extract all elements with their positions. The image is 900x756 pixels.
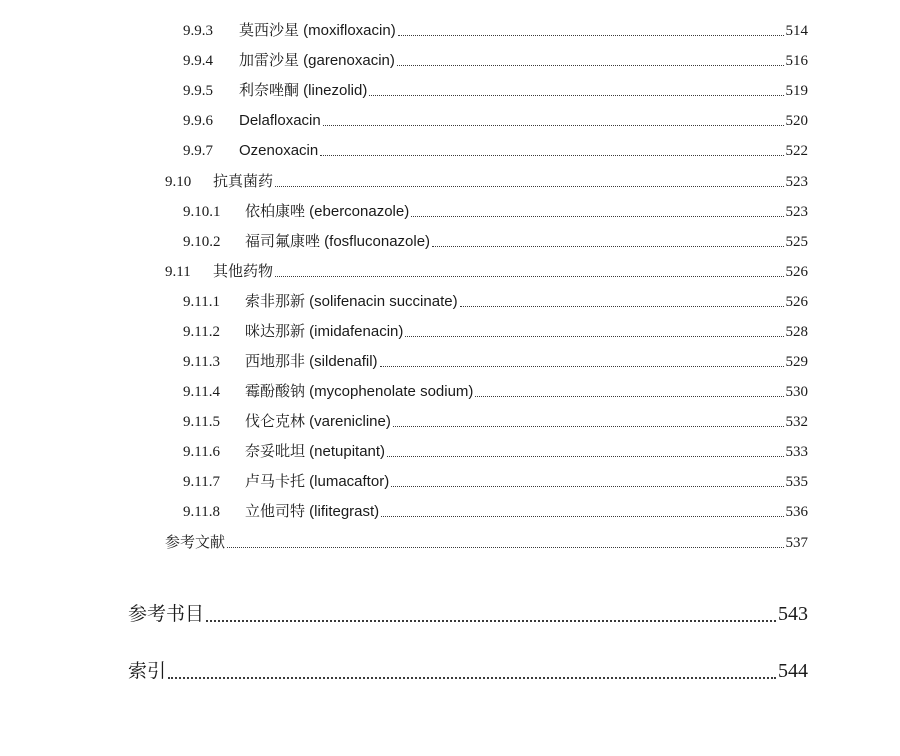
toc-entry[interactable]	[183, 502, 808, 522]
section-title: Ozenoxacin	[239, 142, 319, 159]
section-number: 9.9.4	[183, 53, 213, 69]
dot-leader	[381, 516, 783, 517]
toc-entry[interactable]	[183, 202, 808, 222]
section-title: 索非那新 (solifenacin succinate)	[245, 293, 458, 310]
toc-entry[interactable]	[183, 472, 808, 492]
page-number: 543	[778, 603, 808, 625]
page-number: 529	[785, 354, 808, 370]
page-number: 520	[785, 113, 808, 129]
section-number: 9.9.6	[183, 113, 213, 129]
section-number: 9.9.7	[183, 143, 213, 159]
page-number: 533	[785, 444, 808, 460]
dot-leader	[320, 155, 783, 156]
dot-leader	[323, 125, 784, 126]
section-title: Delafloxacin	[239, 112, 321, 129]
section-number: 9.11	[165, 264, 191, 280]
page-number: 526	[785, 294, 808, 310]
section-title: 伐仑克林 (varenicline)	[245, 413, 391, 430]
dot-leader	[275, 186, 783, 187]
dot-leader	[397, 65, 784, 66]
section-number: 9.9.5	[183, 83, 213, 99]
toc-entry[interactable]	[183, 412, 808, 432]
page-number: 525	[785, 234, 808, 250]
page-number: 532	[785, 414, 808, 430]
page-number: 519	[785, 83, 808, 99]
page-number: 522	[785, 143, 808, 159]
toc-entry[interactable]	[183, 322, 808, 342]
toc-entry[interactable]	[165, 262, 808, 282]
page-number: 514	[785, 23, 808, 39]
section-number: 9.11.1	[183, 294, 220, 310]
section-title: 奈妥吡坦 (netupitant)	[245, 443, 386, 460]
toc-entry[interactable]	[183, 81, 808, 101]
page-number: 536	[785, 504, 808, 520]
section-title: 利奈唑酮 (linezolid)	[239, 82, 368, 99]
section-title: 立他司特 (lifitegrast)	[245, 503, 380, 520]
section-number: 9.11.8	[183, 504, 220, 520]
page-number: 537	[785, 535, 808, 551]
toc-major-entry[interactable]	[128, 600, 808, 628]
page-number: 528	[785, 324, 808, 340]
section-number: 9.10.1	[183, 204, 221, 220]
section-title: 霉酚酸钠 (mycophenolate sodium)	[245, 383, 474, 400]
dot-leader	[387, 456, 783, 457]
section-title: 咪达那新 (imidafenacin)	[245, 323, 404, 340]
dot-leader	[393, 426, 784, 427]
section-number: 9.9.3	[183, 23, 213, 39]
chapter-title: 索引	[128, 660, 167, 682]
toc-entry[interactable]	[183, 21, 808, 41]
dot-leader	[391, 486, 783, 487]
toc-entry[interactable]	[183, 442, 808, 462]
toc-entry[interactable]	[165, 533, 808, 553]
toc-entry[interactable]	[183, 292, 808, 312]
section-number: 9.10	[165, 174, 192, 190]
dot-leader	[411, 216, 783, 217]
toc-entry[interactable]	[183, 111, 808, 131]
section-title: 抗真菌药	[213, 173, 274, 190]
page-number: 523	[785, 204, 808, 220]
dot-leader	[380, 366, 784, 367]
dot-leader	[206, 620, 776, 622]
section-number: 9.11.4	[183, 384, 220, 400]
dot-leader	[168, 677, 776, 679]
dot-leader	[405, 336, 783, 337]
section-title: 参考文献	[165, 534, 226, 551]
section-title: 莫西沙星 (moxifloxacin)	[239, 22, 396, 39]
toc-entry[interactable]	[183, 352, 808, 372]
toc-entry[interactable]	[183, 232, 808, 252]
chapter-title: 参考书目	[128, 603, 205, 625]
toc-entry[interactable]	[183, 141, 808, 161]
page-number: 526	[785, 264, 808, 280]
dot-leader	[275, 276, 783, 277]
dot-leader	[369, 95, 783, 96]
section-number: 9.11.2	[183, 324, 220, 340]
section-title: 加雷沙星 (garenoxacin)	[239, 52, 395, 69]
dot-leader	[460, 306, 784, 307]
page-number: 535	[785, 474, 808, 490]
section-title: 卢马卡托 (lumacaftor)	[245, 473, 390, 490]
section-title: 其他药物	[213, 263, 274, 280]
section-title: 依柏康唑 (eberconazole)	[245, 203, 410, 220]
section-number: 9.11.5	[183, 414, 220, 430]
page-number: 530	[785, 384, 808, 400]
section-number: 9.11.3	[183, 354, 220, 370]
toc-major-entry[interactable]	[128, 657, 808, 685]
section-title: 西地那非 (sildenafil)	[245, 353, 378, 370]
dot-leader	[227, 547, 783, 548]
toc-entry[interactable]	[183, 51, 808, 71]
dot-leader	[475, 396, 783, 397]
page-number: 544	[778, 660, 808, 682]
section-number: 9.11.6	[183, 444, 220, 460]
toc-entry[interactable]	[165, 172, 808, 192]
page-number: 523	[785, 174, 808, 190]
toc-entry[interactable]	[183, 382, 808, 402]
section-number: 9.11.7	[183, 474, 220, 490]
section-number: 9.10.2	[183, 234, 221, 250]
page-number: 516	[785, 53, 808, 69]
section-title: 福司氟康唑 (fosfluconazole)	[245, 233, 431, 250]
dot-leader	[432, 246, 783, 247]
dot-leader	[398, 35, 784, 36]
